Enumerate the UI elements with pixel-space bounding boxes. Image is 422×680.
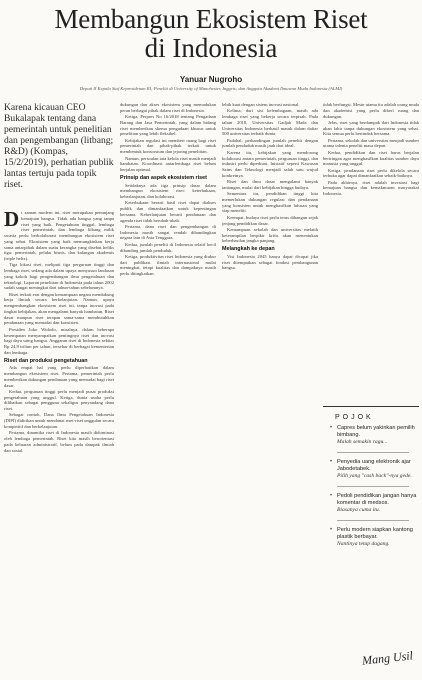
author-name: Yanuar Nugroho <box>179 75 243 84</box>
author-affiliation: Deputi II Kepala Staf Kepresidenan RI; Peneliti di University of Manchester, Inggris; dan Anggota Akademi Ilmuwan Muda Indonesia (ALMI) <box>79 86 343 91</box>
drop-cap: D <box>4 210 20 231</box>
pojok-response: Nantinya tetap dagang. <box>337 541 390 547</box>
bullet-icon: • <box>330 425 333 431</box>
article-column-2 <box>120 102 216 676</box>
paragraph: Keempat, budaya riset perlu terus dibangun sejak jenjang pendidikan dasar. <box>222 214 318 226</box>
paragraph: Padahal, perbandingan jumlah peneliti dengan jumlah penduduk masih jauh dari ideal. <box>222 137 318 149</box>
paragraph: Setidaknya ada tiga prinsip dasar dalam membangun ekosistem riset: keterbukaan, keberlanjutan, dan kolaborasi. <box>120 182 216 200</box>
paragraph: Pada akhirnya, riset adalah investasi bagi kemajuan bangsa dan kemakmuran masyarakat Indonesia. <box>323 179 419 197</box>
paragraph: Ketiga, Perpres No 16/2018 tentang Pengadaan Barang dan Jasa Pemerintah, yang dalam bidang riset memberikan skema pengadaan khusus untuk penelitian yang lebih fleksibel. <box>120 114 216 137</box>
divider <box>337 486 409 487</box>
divider <box>337 452 409 453</box>
paragraph: Namun, persoalan tata kelola riset masih menjadi hambatan. Koordinasi antarlembaga riset belum berjalan optimal. <box>120 155 216 173</box>
pojok-response: Biasanya cuma itu. <box>337 507 381 513</box>
paragraph: Riset dan ilmu dasar mengalami banyak tantangan, mulai dari kebijakan hingga budaya. <box>222 179 318 190</box>
paragraph: Karena itu, kebijakan yang mendorong kolaborasi antara pemerintah, perguruan tinggi, dan industri perlu diperkuat. Inisiatif seperti Kawasan Sains dan Teknologi menjadi salah satu wujud konkretnya. <box>222 149 318 178</box>
article-column-4 <box>323 102 419 402</box>
paragraph: lebih kuat dengan sistem inovasi nasional. <box>222 102 300 107</box>
pojok-item: • Penyedia uang elektronik ajar Jabodetabek. Pilih yang "cash back"-nya gede. <box>337 459 417 480</box>
paragraph: Pertama, dinamika riset di Indonesia masih didominasi oleh lembaga pemerintah. Riset kita masih berorientasi pada keluaran administratif, belum pada dampak ilmiah dan sosial. <box>4 430 114 453</box>
paragraph: Ketiga, produktivitas riset Indonesia yang diukur dari publikasi ilmiah internasional mulai meningkat, tetapi kualitas dan dampaknya masih perlu ditingkatkan. <box>120 253 216 277</box>
paragraph: dukungan dan akses ekosistem yang memadukan peran berbagai pihak dalam riset di Indonesia. <box>120 102 216 113</box>
pojok-item: • Pedoli pendidikan jangan hanya komentar di medsos. Biasanya cuma itu. <box>330 493 417 513</box>
article-title-line1: Membangun Ekosistem Riset <box>54 4 368 34</box>
pojok-item: • Capres belum yakinkan pemilih bimbang. Malah semakin ragu... <box>337 425 417 446</box>
section-heading: Prinsip dan aspek ekosistem riset <box>120 174 207 181</box>
paragraph: Kelima, dari sisi kelembagaan, masih ada lembaga riset yang bekerja secara terpisah. Pada tahun 2018, Universitas Gadjah Mada dan Universitas Indonesia berhasil masuk dalam daftar 500 universitas terbaik dunia. <box>222 108 318 137</box>
signature: Mang Usil <box>361 648 414 668</box>
section-heading: Riset dan produksi pengetahuan <box>4 357 88 364</box>
paragraph: Riset terkait erat dengan kemampuan negara mendukung kerja ilmiah secara berkelanjutan. Namun, upaya mengembangkan ekosistem riset ini, tanpa inovasi pada tingkat kebijakan, akan mengalami banyak hambatan. Riset dasar maupun riset terapan sama-sama membutuhkan pendanaan yang memadai dan konsisten. <box>4 291 114 326</box>
paragraph: Presiden Joko Widodo, misalnya, dalam beberapa kesempatan menyampaikan pentingnya riset dan inovasi bagi daya saing bangsa. Anggaran riset di Indonesia sekitar Rp 24,9 triliun per tahun, tersebar di berbagai kementerian dan lembaga. <box>4 326 114 355</box>
section-heading: Melangkah ke depan <box>222 246 275 253</box>
divider <box>337 520 409 521</box>
paragraph: Kebijakan regulasi ini memberi ruang bagi riset pemerintah dan pihak-pihak terkait untuk membentuk konsorsium dan jejaring penelitian. <box>120 137 216 155</box>
paragraph: Kemampuan sekolah dan universitas melatih keterampilan berpikir kritis akan menentukan keberhasilan jangka panjang. <box>222 226 318 244</box>
paragraph: Pertama, sekolah dan universitas menjadi sumber utama talenta peneliti masa depan. <box>323 137 419 149</box>
pojok-box <box>323 406 419 676</box>
paragraph: Tiga lokasi riset, meliputi tiga perguruan tinggi dan lembaga riset, sedang ada dalam upaya menyusun landasan yang kokoh bagi pengembangan ilmu pengetahuan dan teknologi. Laporan penelitian di Indonesia pada tahun 2002 sudah sangat meningkat dari tahun-tahun sebelumnya. <box>4 262 114 291</box>
paragraph: Kedua, perguruan tinggi perlu menjadi pusat produksi pengetahuan yang unggul. Ketiga, dunia usaha perlu dilibatkan sebagai pengguna sekaligus penyandang dana riset. <box>4 388 114 412</box>
pojok-title: POJOK <box>335 414 374 421</box>
article-column-1 <box>4 210 114 676</box>
paragraph: Pertama, dana riset dan pengembangan di Indonesia masih sangat rendah dibandingkan negara lain di Asia Tenggara. <box>120 223 216 241</box>
bullet-icon: • <box>330 527 333 533</box>
paragraph: Ada empat hal yang perlu diperhatikan dalam membangun ekosistem riset. Pertama, pemerintah perlu memberikan dukungan pendanaan yang memadai bagi riset dasar. <box>4 365 114 388</box>
paragraph: Kedua, pendidikan dan riset harus berjalan beriringan agar menghasilkan kualitas sumber daya manusia yang unggul. <box>323 149 419 167</box>
paragraph: Jelas, riset yang berdampak dari Indonesia tidak akan lahir tanpa dukungan ekosistem yang sehat. Kita semua perlu bertindak bersama. <box>323 119 419 137</box>
paragraph: Sebagai contoh, Dana Ilmu Pengetahuan Indonesia (DIPI) didirikan untuk mendanai riset-riset unggulan secara kompetitif dan berkelanjutan. <box>4 412 114 429</box>
article-title-line2: di Indonesia <box>144 33 278 63</box>
paragraph: Keterbukaan berarti hasil riset dapat diakses publik dan dimanfaatkan untuk kepentingan bersama. Keberlanjutan berarti pendanaan dan agenda riset tidak berubah-ubah. <box>120 200 216 223</box>
bullet-icon: • <box>330 459 333 465</box>
paragraph: Sementara itu, pendidikan tinggi kita memerlukan dukungan regulasi dan pendanaan yang konsisten untuk menghasilkan lulusan yang siap meneliti. <box>222 191 318 214</box>
pojok-response: Pilih yang "cash back"-nya gede. <box>337 473 412 479</box>
paragraph: Visi Indonesia 2045 hanya dapat dicapai jika riset ditempatkan sebagai fondasi pembangunan bangsa. <box>222 253 318 271</box>
paragraph: tidak berfungsi. Mesin utama itu adalah orang muda dan akademisi yang perlu diberi ruang dan dukungan. <box>323 102 419 119</box>
paragraph: Di zaman modern ini, riset merupakan penunjang kemajuan bangsa. Tidak ada bangsa yang tanpa riset yang baik. Pengetahuan tinggal, lembaga riset pemerintah, dan lembaga litbang milik swasta perlu berkolaborasi membangun ekosistem riset yang sehat. Ekosistem yang baik memungkinkan kerja sama antarpihak dalam suatu kerangka yang disebut heliks tiga: pemerintah, pelaku bisnis, dan kalangan akademis (triple helix). <box>4 210 114 261</box>
paragraph: Ketiga, pendanaan riset perlu dikelola secara terbuka agar dapat dimanfaatkan sebaik-baiknya. <box>323 167 419 179</box>
pojok-response: Malah semakin ragu... <box>337 439 388 445</box>
paragraph: Kedua, jumlah peneliti di Indonesia relatif kecil dibanding jumlah penduduk. <box>120 241 216 253</box>
bullet-icon: • <box>330 493 333 499</box>
pojok-item: • Perlu modern siapkan kantong plastik berbayar. Nantinya tetap dagang. <box>337 527 417 548</box>
lead-paragraph: Karena kicauan CEO Bukalapak tentang dana pemerintah untuk penelitian dan pengembangan (litbang; R&D) (Kompas, 15/2/2019), perhatian publik lantas tertuju pada topik riset. <box>4 102 114 190</box>
article-column-3 <box>222 102 318 676</box>
